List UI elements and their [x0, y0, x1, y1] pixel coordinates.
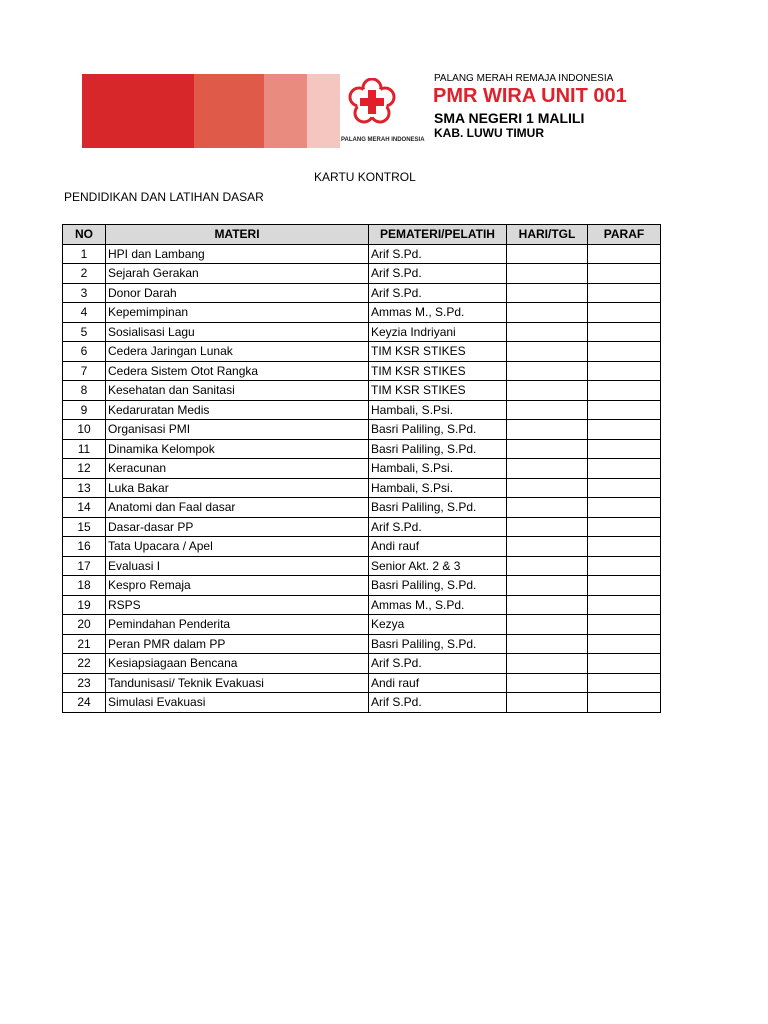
cell-no: 11: [63, 439, 106, 459]
cell-hari-tgl: [507, 576, 588, 596]
cell-hari-tgl: [507, 498, 588, 518]
cell-pemateri: Basri Paliling, S.Pd.: [369, 576, 507, 596]
cell-materi: Donor Darah: [106, 283, 369, 303]
cell-materi: Pemindahan Penderita: [106, 615, 369, 635]
cell-hari-tgl: [507, 517, 588, 537]
cell-materi: Sejarah Gerakan: [106, 264, 369, 284]
cell-paraf: [588, 595, 661, 615]
column-header-materi: MATERI: [106, 225, 369, 245]
column-header-pemateri: PEMATERI/PELATIH: [369, 225, 507, 245]
cell-pemateri: Keyzia Indriyani: [369, 322, 507, 342]
cell-no: 5: [63, 322, 106, 342]
table-row: [63, 361, 661, 381]
cell-hari-tgl: [507, 537, 588, 557]
cell-paraf: [588, 420, 661, 440]
cell-no: 15: [63, 517, 106, 537]
band-pink: [307, 74, 340, 148]
cell-materi: Keracunan: [106, 459, 369, 479]
cell-paraf: [588, 264, 661, 284]
cell-hari-tgl: [507, 693, 588, 713]
table-row: [63, 498, 661, 518]
cell-hari-tgl: [507, 673, 588, 693]
cell-pemateri: Arif S.Pd.: [369, 654, 507, 674]
logo-caption: PALANG MERAH INDONESIA: [341, 137, 425, 143]
cell-no: 7: [63, 361, 106, 381]
cell-materi: Dinamika Kelompok: [106, 439, 369, 459]
cell-materi: Dasar-dasar PP: [106, 517, 369, 537]
cell-paraf: [588, 381, 661, 401]
table-row: [63, 342, 661, 362]
cell-no: 13: [63, 478, 106, 498]
cell-pemateri: Ammas M., S.Pd.: [369, 303, 507, 323]
cell-paraf: [588, 498, 661, 518]
cell-no: 18: [63, 576, 106, 596]
cell-hari-tgl: [507, 244, 588, 264]
cell-pemateri: Basri Paliling, S.Pd.: [369, 634, 507, 654]
cell-no: 17: [63, 556, 106, 576]
cell-materi: Simulasi Evakuasi: [106, 693, 369, 713]
cell-materi: Kedaruratan Medis: [106, 400, 369, 420]
cell-pemateri: Hambali, S.Psi.: [369, 459, 507, 479]
cell-no: 9: [63, 400, 106, 420]
table-row: [63, 322, 661, 342]
cell-no: 8: [63, 381, 106, 401]
cell-paraf: [588, 556, 661, 576]
table-row: [63, 459, 661, 479]
cell-pemateri: Arif S.Pd.: [369, 283, 507, 303]
cell-materi: Organisasi PMI: [106, 420, 369, 440]
cell-hari-tgl: [507, 478, 588, 498]
cell-no: 20: [63, 615, 106, 635]
band-dark-red: [82, 74, 194, 148]
cell-pemateri: Basri Paliling, S.Pd.: [369, 420, 507, 440]
table-row: [63, 303, 661, 323]
cell-hari-tgl: [507, 654, 588, 674]
cell-pemateri: Basri Paliling, S.Pd.: [369, 439, 507, 459]
cell-hari-tgl: [507, 400, 588, 420]
cell-pemateri: Arif S.Pd.: [369, 244, 507, 264]
cell-no: 23: [63, 673, 106, 693]
cell-materi: Tata Upacara / Apel: [106, 537, 369, 557]
cell-paraf: [588, 537, 661, 557]
cell-no: 21: [63, 634, 106, 654]
column-header-paraf: PARAF: [588, 225, 661, 245]
cell-hari-tgl: [507, 381, 588, 401]
table-row: [63, 264, 661, 284]
table-row: [63, 381, 661, 401]
cell-hari-tgl: [507, 342, 588, 362]
table-row: [63, 634, 661, 654]
cell-no: 12: [63, 459, 106, 479]
cell-paraf: [588, 478, 661, 498]
cell-pemateri: Arif S.Pd.: [369, 693, 507, 713]
cell-paraf: [588, 517, 661, 537]
band-red: [194, 74, 264, 148]
cell-materi: RSPS: [106, 595, 369, 615]
cell-paraf: [588, 283, 661, 303]
cell-hari-tgl: [507, 264, 588, 284]
cell-no: 2: [63, 264, 106, 284]
table-row: [63, 244, 661, 264]
unit-name: PMR WIRA UNIT 001: [433, 85, 627, 107]
cell-paraf: [588, 342, 661, 362]
cell-pemateri: Hambali, S.Psi.: [369, 478, 507, 498]
cell-no: 1: [63, 244, 106, 264]
cell-pemateri: Basri Paliling, S.Pd.: [369, 498, 507, 518]
table-row: [63, 576, 661, 596]
cell-hari-tgl: [507, 615, 588, 635]
cell-materi: Luka Bakar: [106, 478, 369, 498]
cell-no: 4: [63, 303, 106, 323]
cell-materi: Kespro Remaja: [106, 576, 369, 596]
cell-paraf: [588, 322, 661, 342]
cell-paraf: [588, 615, 661, 635]
control-card-table: [62, 224, 661, 713]
header-color-bands: [82, 74, 340, 148]
cell-paraf: [588, 654, 661, 674]
cell-paraf: [588, 400, 661, 420]
cell-materi: Cedera Sistem Otot Rangka: [106, 361, 369, 381]
cell-paraf: [588, 439, 661, 459]
cell-hari-tgl: [507, 556, 588, 576]
table-row: [63, 478, 661, 498]
cell-no: 24: [63, 693, 106, 713]
column-header-hari-tgl: HARI/TGL: [507, 225, 588, 245]
document-title: KARTU KONTROL: [314, 170, 416, 184]
cell-pemateri: Andi rauf: [369, 537, 507, 557]
cell-hari-tgl: [507, 634, 588, 654]
cell-paraf: [588, 361, 661, 381]
cell-pemateri: TIM KSR STIKES: [369, 381, 507, 401]
school-name: SMA NEGERI 1 MALILI: [434, 110, 585, 126]
cell-pemateri: Andi rauf: [369, 673, 507, 693]
table-row: [63, 283, 661, 303]
cell-pemateri: Hambali, S.Psi.: [369, 400, 507, 420]
cell-pemateri: Senior Akt. 2 & 3: [369, 556, 507, 576]
table-row: [63, 615, 661, 635]
cell-paraf: [588, 459, 661, 479]
cell-paraf: [588, 634, 661, 654]
cell-no: 16: [63, 537, 106, 557]
cell-hari-tgl: [507, 361, 588, 381]
table-row: [63, 439, 661, 459]
cell-no: 22: [63, 654, 106, 674]
cell-materi: Sosialisasi Lagu: [106, 322, 369, 342]
table-row: [63, 673, 661, 693]
cell-hari-tgl: [507, 420, 588, 440]
cell-pemateri: Kezya: [369, 615, 507, 635]
cell-hari-tgl: [507, 459, 588, 479]
band-salmon: [264, 74, 307, 148]
cell-hari-tgl: [507, 322, 588, 342]
table-row: [63, 400, 661, 420]
cell-materi: Tandunisasi/ Teknik Evakuasi: [106, 673, 369, 693]
cell-materi: Kesehatan dan Sanitasi: [106, 381, 369, 401]
cell-materi: Kesiapsiagaan Bencana: [106, 654, 369, 674]
cell-materi: Cedera Jaringan Lunak: [106, 342, 369, 362]
column-header-no: NO: [63, 225, 106, 245]
table-header-row: [63, 225, 661, 245]
cell-materi: HPI dan Lambang: [106, 244, 369, 264]
table-row: [63, 537, 661, 557]
section-title: PENDIDIKAN DAN LATIHAN DASAR: [64, 190, 264, 204]
cell-no: 6: [63, 342, 106, 362]
cell-paraf: [588, 303, 661, 323]
cell-materi: Evaluasi I: [106, 556, 369, 576]
cell-paraf: [588, 693, 661, 713]
cell-pemateri: Arif S.Pd.: [369, 517, 507, 537]
cell-hari-tgl: [507, 303, 588, 323]
red-cross-flower-logo-icon: [348, 78, 396, 126]
region-name: KAB. LUWU TIMUR: [434, 126, 544, 140]
cell-pemateri: TIM KSR STIKES: [369, 361, 507, 381]
table-row: [63, 693, 661, 713]
cell-no: 19: [63, 595, 106, 615]
cell-pemateri: Arif S.Pd.: [369, 264, 507, 284]
cell-paraf: [588, 244, 661, 264]
cell-pemateri: Ammas M., S.Pd.: [369, 595, 507, 615]
table-row: [63, 595, 661, 615]
cell-no: 10: [63, 420, 106, 440]
table-row: [63, 556, 661, 576]
cell-no: 14: [63, 498, 106, 518]
organization-name: PALANG MERAH REMAJA INDONESIA: [434, 73, 614, 84]
cell-materi: Anatomi dan Faal dasar: [106, 498, 369, 518]
cell-hari-tgl: [507, 439, 588, 459]
cell-paraf: [588, 576, 661, 596]
cell-hari-tgl: [507, 595, 588, 615]
cell-paraf: [588, 673, 661, 693]
cell-hari-tgl: [507, 283, 588, 303]
cell-materi: Peran PMR dalam PP: [106, 634, 369, 654]
table-row: [63, 654, 661, 674]
cell-no: 3: [63, 283, 106, 303]
table-row: [63, 517, 661, 537]
cell-pemateri: TIM KSR STIKES: [369, 342, 507, 362]
cell-materi: Kepemimpinan: [106, 303, 369, 323]
table-row: [63, 420, 661, 440]
